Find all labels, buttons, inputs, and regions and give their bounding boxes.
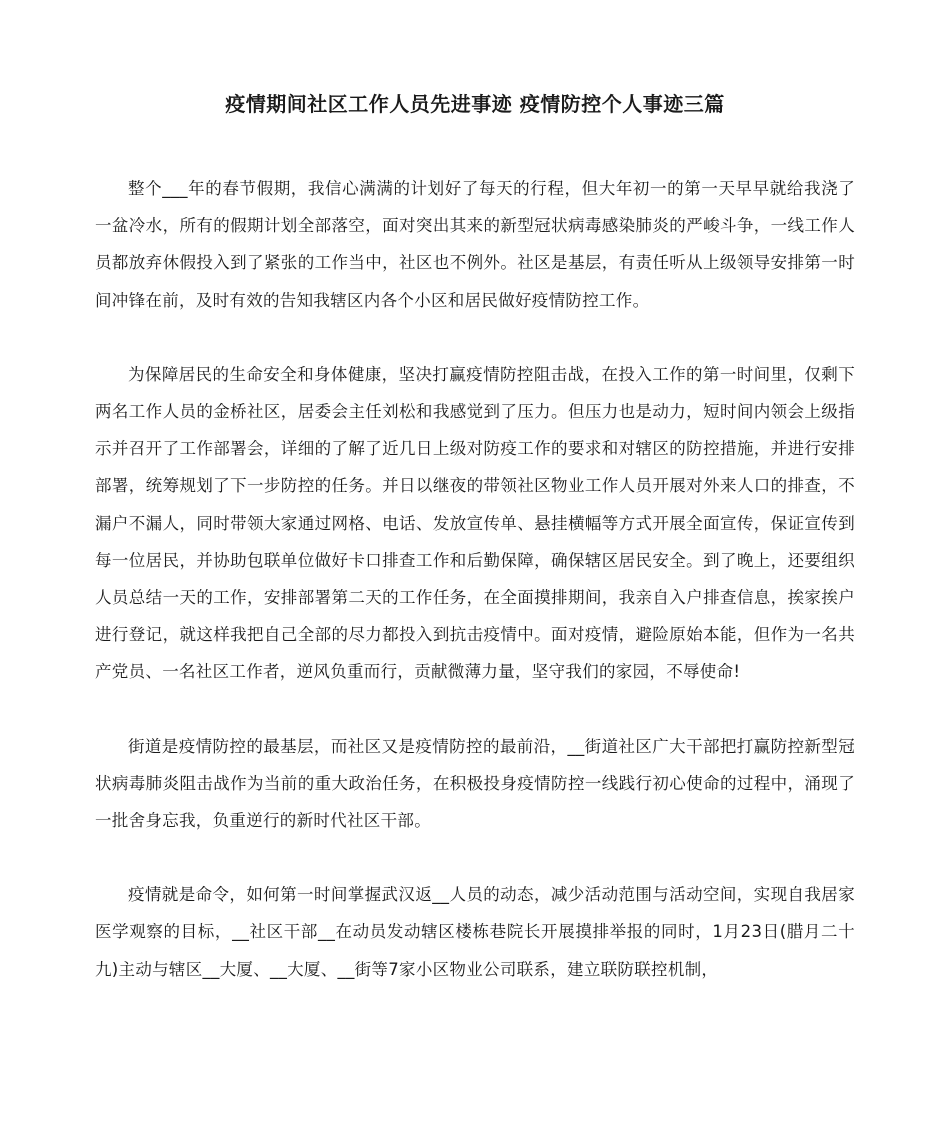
paragraph-2: 为保障居民的生命安全和身体健康，坚决打赢疫情防控阻击战，在投入工作的第一时间里，仅剩下两名工作人员的金桥社区，居委会主任刘松和我感觉到了压力。但压力也是动力，短时间内领会上级指示并召开了工作部署会，详细的了解了近几日上级对防疫工作的要求和对辖区的防控措施，并进行安排部署，统筹规划了下一步防控的任务。并日以继夜的带领社区物业工作人员开展对外来人口的排查，不漏户不漏人，同时带领大家通过网格、电话、发放宣传单、悬挂横幅等方式开展全面宣传，保证宣传到每一位居民，并协助包联单位做好卡口排查工作和后勤保障，确保辖区居民安全。到了晚上，还要组织人员总结一天的工作，安排部署第二天的工作任务，在全面摸排期间，我亲自入户排查信息，挨家挨户进行登记，就这样我把自己全部的尽力都投入到抗击疫情中。面对疫情，避险原始本能，但作为一名共产党员、一名社区工作者，逆风负重而行，贡献微薄力量，坚守我们的家园，不辱使命!	[95, 364, 855, 682]
paragraph-4: 疫情就是命令，如何第一时间掌握武汉返__人员的动态，减少活动范围与活动空间，实现自我居家医学观察的目标，__社区干部__在动员发动辖区楼栋巷院长开展摸排举报的同时，1月23日(腊月二十九)主动与辖区__大厦、__大厦、__街等7家小区物业公司联系，建立联防联控机制，	[95, 885, 855, 979]
document-title: 疫情期间社区工作人员先进事迹 疫情防控个人事迹三篇	[225, 92, 725, 116]
paragraph-1: 整个___年的春节假期，我信心满满的计划好了每天的行程，但大年初一的第一天早早就给我浇了一盆冷水，所有的假期计划全部落空，面对突出其来的新型冠状病毒感染肺炎的严峻斗争，一线工作人员都放弃休假投入到了紧张的工作当中，社区也不例外。社区是基层，有责任听从上级领导安排第一时间冲锋在前，及时有效的告知我辖区内各个小区和居民做好疫情防控工作。	[95, 179, 855, 310]
paragraph-3: 街道是疫情防控的最基层，而社区又是疫情防控的最前沿，__街道社区广大干部把打赢防控新型冠状病毒肺炎阻击战作为当前的重大政治任务，在积极投身疫情防控一线践行初心使命的过程中，涌现了一批舍身忘我，负重逆行的新时代社区干部。	[95, 736, 855, 831]
document-body	[95, 170, 855, 988]
